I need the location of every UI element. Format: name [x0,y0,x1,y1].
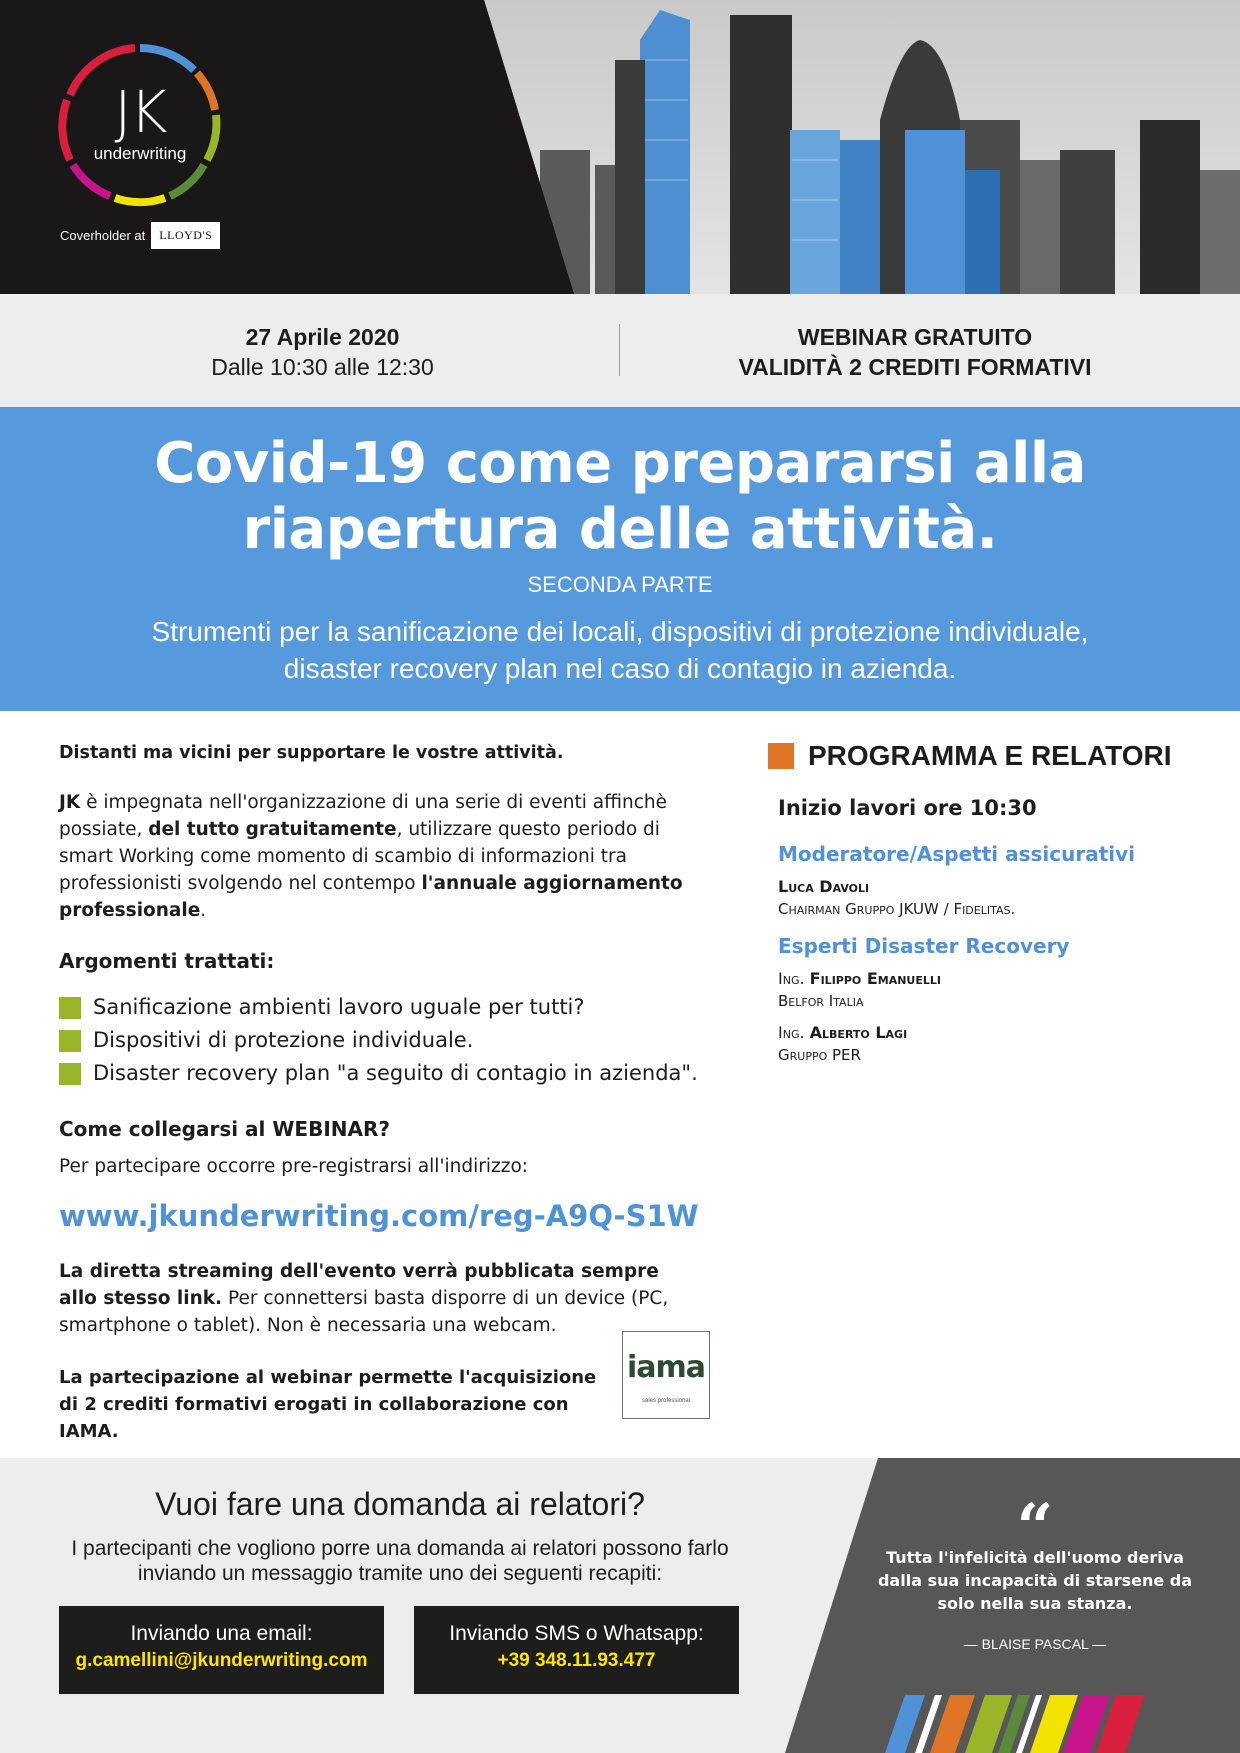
program-title: PROGRAMMA E RELATORI [808,740,1172,771]
email-address[interactable]: g.camellini@jkunderwriting.com [75,1650,368,1671]
email-contact-box [59,1606,384,1694]
speaker-role: Chairman Gruppo JKUW / Fidelitas. [778,900,1016,918]
description-line1: Strumenti per la sanificazione dei locali, dispositivi di protezione individuale, [151,616,1089,647]
section-experts: Esperti Disaster Recovery [778,934,1070,958]
speaker-name-text: Alberto Lagi [809,1023,908,1042]
info-bar [0,294,1240,407]
jk-logo [55,40,225,210]
start-time: Inizio lavori ore 10:30 [778,796,1037,820]
title-band [0,407,1240,711]
footer [0,1458,1240,1753]
header [0,0,1240,294]
speaker-role: Gruppo PER [778,1046,861,1064]
intro-part-a: è impegnata nell'organizzazione di una serie di eventi affinchè possiate, [59,792,668,840]
orange-square-icon [768,743,794,769]
iama-logo-subtext: sales professional [641,1398,691,1404]
event-date: 27 Aprile 2020 [245,324,400,350]
speaker-prefix: Ing. [778,969,810,988]
subtitle: SECONDA PARTE [527,572,713,597]
question-text-line1: I partecipanti che vogliono porre una domanda ai relatori possono farlo [71,1537,729,1560]
info-divider [619,324,620,376]
intro-part-c: , utilizzare questo periodo di smart Working come momento di scambio di informazioni tra professionisti svolgendo nel contempo [59,819,660,894]
intro-part-e: . [200,900,207,921]
description [60,613,1180,687]
question-text-line2: inviando un messaggio tramite uno dei seguenti recapiti: [137,1562,663,1585]
main-title-line1: Covid-19 come prepararsi alla [154,431,1086,496]
green-square-icon [59,1030,81,1052]
quote-author: — BLAISE PASCAL — [963,1636,1107,1652]
coverholder-line [60,222,220,249]
list-item [59,1057,699,1090]
phone-number[interactable]: +39 348.11.93.477 [497,1650,656,1671]
registration-link[interactable]: www.jkunderwriting.com/reg-A9Q-S1W [59,1199,699,1233]
streaming-rest: Per connettersi basta disporre di un device (PC, smartphone o tablet). Non è necessaria una webcam. [59,1288,669,1336]
credit-note [59,1364,619,1445]
iama-logo-text: iama [626,1350,706,1385]
webinar-label: WEBINAR GRATUITO [797,324,1033,350]
main-title-line2: riapertura delle attività. [242,497,998,562]
topic-text: Disaster recovery plan "a seguito di contagio in azienda". [93,1061,698,1085]
speaker-name: Luca Davoli [778,877,870,896]
credits-label: VALIDITÀ 2 CREDITI FORMATIVI [738,354,1092,380]
credit-line1: La partecipazione al webinar permette l'acquisizione [59,1367,597,1388]
topics-title: Argomenti trattati: [59,949,275,973]
topics-list [59,991,699,1090]
lead-text: Distanti ma vicini per supportare le vostre attività. [59,743,564,763]
connect-text: Per partecipare occorre pre-registrarsi all'indirizzo: [59,1156,528,1177]
green-square-icon [59,1063,81,1085]
question-title: Vuoi fare una domanda ai relatori? [155,1486,645,1522]
topic-text: Dispositivi di protezione individuale. [93,1028,474,1052]
lloyds-logo: LLOYD'S [151,222,220,249]
speaker-name [778,1022,1208,1044]
list-item [59,991,699,1024]
speaker-role: Belfor Italia [778,992,864,1010]
logo-underwriting-text: underwriting [93,144,187,163]
program-heading [768,740,1208,772]
list-item [59,1024,699,1057]
topic-text: Sanificazione ambienti lavoro uguale per tutti? [93,995,585,1019]
intro-paragraph [59,789,699,924]
speaker-prefix: Ing. [778,1023,810,1042]
speaker-name-text: Filippo Emanuelli [809,969,941,988]
intro-part-b: del tutto gratuitamente [148,819,397,840]
credit-line2: di 2 crediti formativi erogati in collaborazione con IAMA. [59,1394,569,1442]
program-column [768,740,1208,1066]
logo-jk-text: JK [114,78,166,146]
question-text [50,1536,750,1586]
webinar-info [690,322,1140,382]
sms-contact-box [414,1606,739,1694]
intro-jk: JK [59,792,81,813]
event-datetime [150,322,495,382]
email-label: Inviando una email: [130,1622,313,1645]
speaker-name [778,968,1208,990]
left-column [59,740,699,1339]
quote-mark-icon: “ [1016,1490,1054,1565]
main-title [0,431,1240,563]
coverholder-label: Coverholder at [60,228,146,243]
connect-title: Come collegarsi al WEBINAR? [59,1117,390,1141]
intro-part-d: l'annuale aggiornamento professionale [59,873,683,921]
quote-text: Tutta l'infelicità dell'uomo deriva dalla sua incapacità di starsene da solo nella sua stanza. [877,1548,1193,1613]
green-square-icon [59,997,81,1019]
section-moderator: Moderatore/Aspetti assicurativi [778,842,1136,866]
event-time: Dalle 10:30 alle 12:30 [211,354,434,380]
streaming-bold: La diretta streaming dell'evento verrà pubblicata sempre allo stesso link. [59,1261,659,1309]
description-line2: disaster recovery plan nel caso di contagio in azienda. [283,653,957,684]
sms-label: Inviando SMS o Whatsapp: [449,1622,704,1645]
streaming-paragraph [59,1258,699,1339]
iama-logo [622,1331,710,1419]
